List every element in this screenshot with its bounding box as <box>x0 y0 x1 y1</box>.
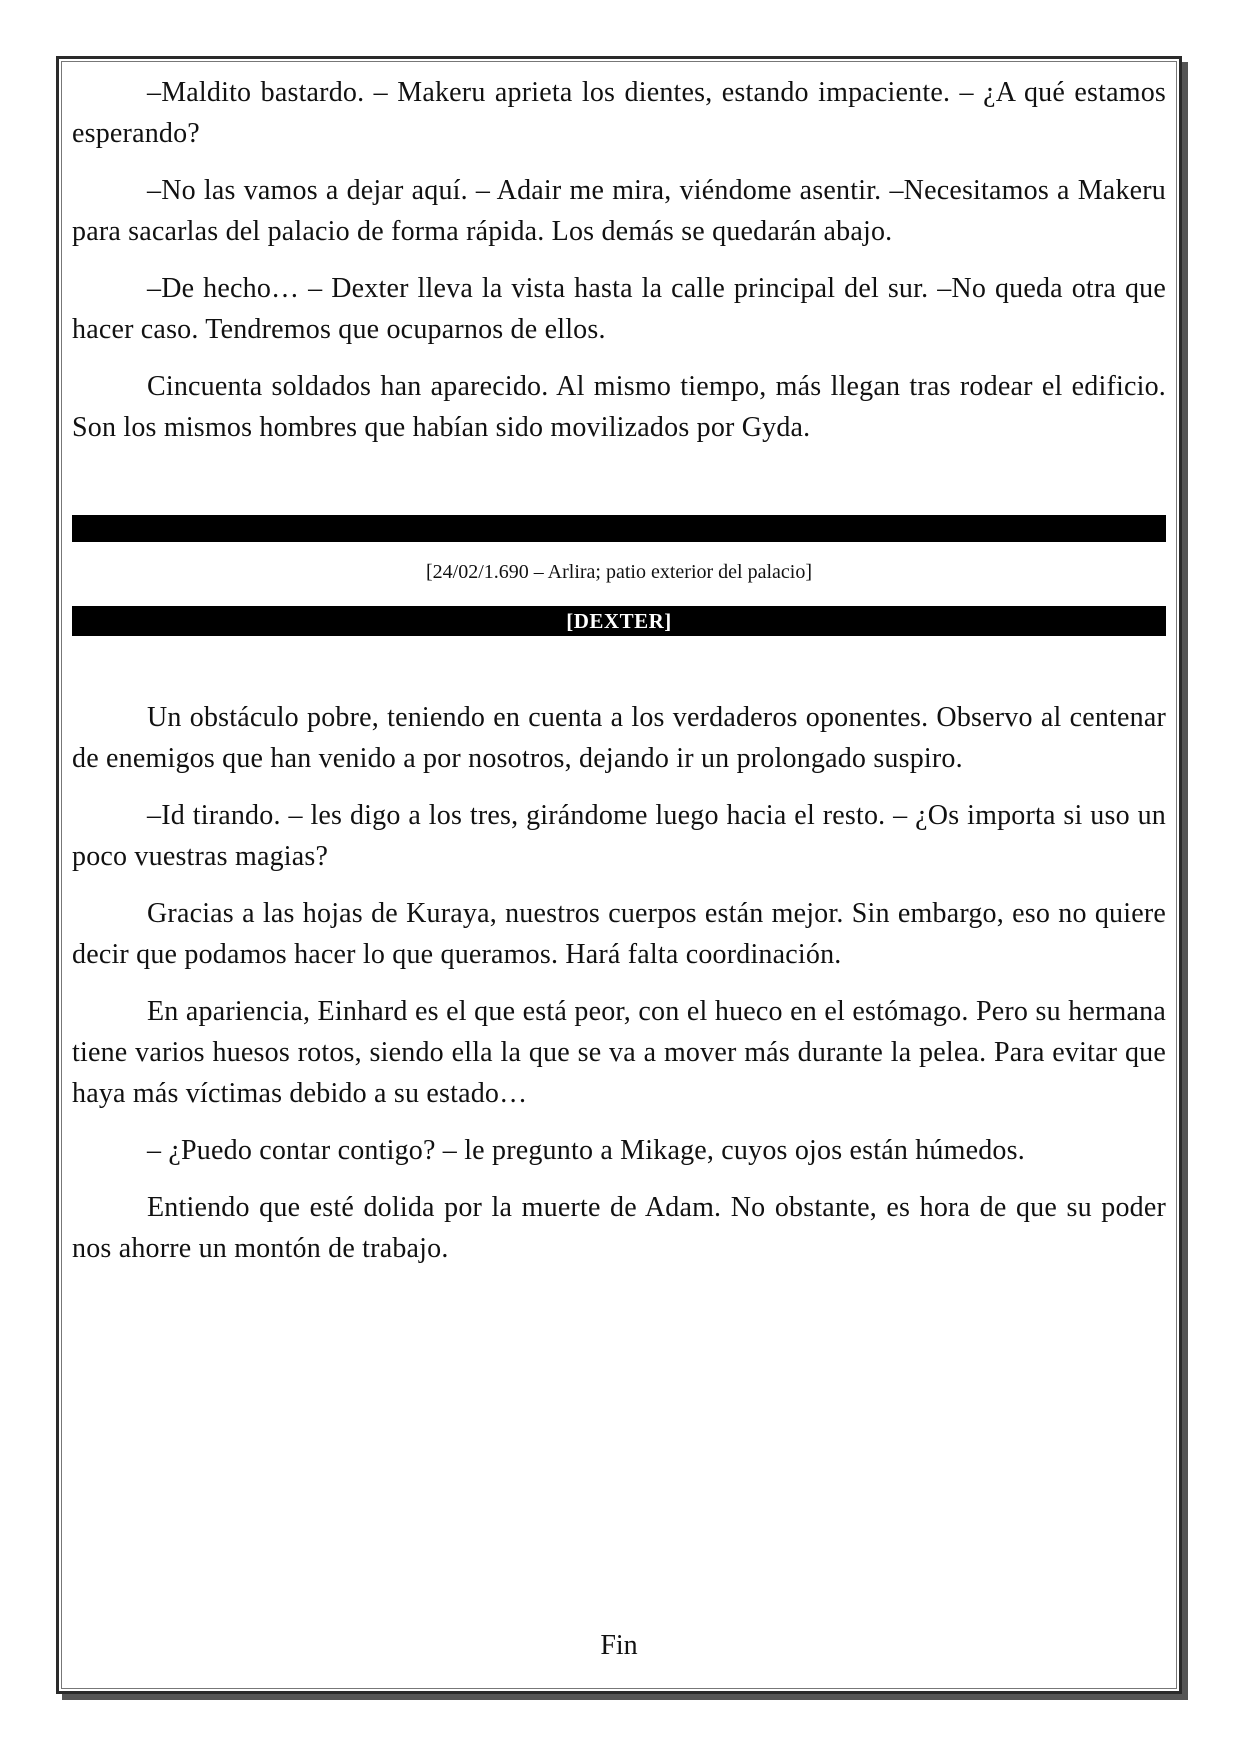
paragraph: Un obstáculo pobre, teniendo en cuenta a los verdaderos oponentes. Observo al centenar de enemigos que han venido a por nosotros, dejando ir un prolongado suspiro. <box>72 702 1166 774</box>
scene-break-bar <box>72 515 1166 542</box>
paragraph: – ¿Puedo contar contigo? – le pregunto a Mikage, cuyos ojos están húmedos. <box>147 1135 1025 1166</box>
paragraph: –No las vamos a dejar aquí. – Adair me mira, viéndome asentir. –Necesitamos a Makeru para sacarlas del palacio de forma rápida. Los demás se quedarán abajo. <box>72 175 1166 247</box>
paragraph: Gracias a las hojas de Kuraya, nuestros cuerpos están mejor. Sin embargo, eso no quiere decir que podamos hacer lo que queramos. Hará falta coordinación. <box>72 898 1166 970</box>
paragraph: En apariencia, Einhard es el que está peor, con el hueco en el estómago. Pero su hermana tiene varios huesos rotos, siendo ella la que se va a mover más durante la pelea. Para evitar que haya más víctimas debido a su estado… <box>72 996 1166 1109</box>
paragraph: Entiendo que esté dolida por la muerte de Adam. No obstante, es hora de que su poder nos ahorre un montón de trabajo. <box>72 1192 1166 1264</box>
section-two <box>72 697 1166 1285</box>
paragraph: –De hecho… – Dexter lleva la vista hasta la calle principal del sur. –No queda otra que hacer caso. Tendremos que ocuparnos de ellos. <box>72 273 1166 345</box>
scene-caption: [24/02/1.690 – Arlira; patio exterior del palacio] <box>426 561 812 583</box>
end-label: Fin <box>600 1630 638 1661</box>
paragraph: Cincuenta soldados han aparecido. Al mismo tiempo, más llegan tras rodear el edificio. Son los mismos hombres que habían sido movilizados por Gyda. <box>72 371 1166 443</box>
paragraph: –Maldito bastardo. – Makeru aprieta los dientes, estando impaciente. – ¿A qué estamos esperando? <box>72 77 1166 149</box>
pov-header: [DEXTER] <box>72 606 1166 636</box>
section-one <box>72 72 1166 464</box>
paragraph: –Id tirando. – les digo a los tres, girándome luego hacia el resto. – ¿Os importa si uso un poco vuestras magias? <box>72 800 1166 872</box>
